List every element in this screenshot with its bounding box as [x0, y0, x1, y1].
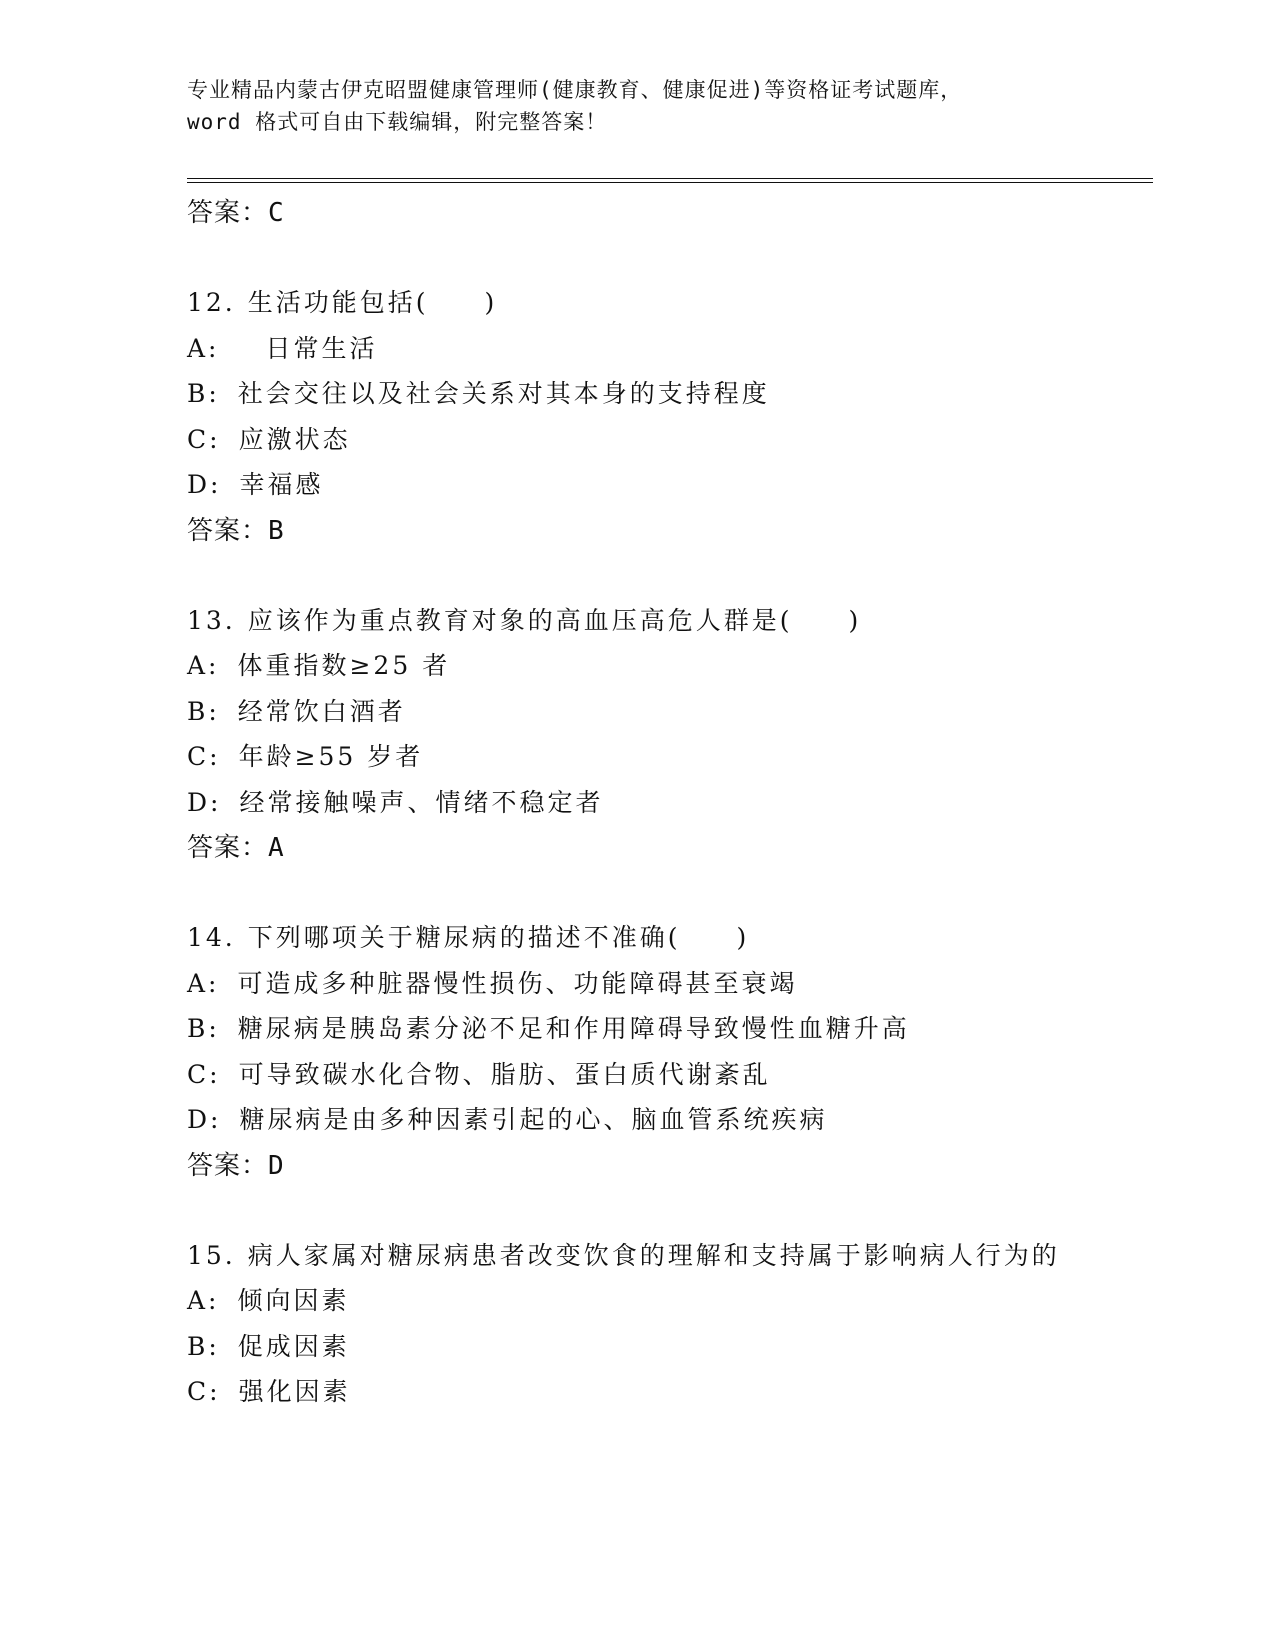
option-key: B: — [187, 379, 220, 408]
question-text: 应该作为重点教育对象的高血压高危人群是( ) — [247, 605, 862, 635]
option-key: A: — [187, 1286, 220, 1315]
option-text: 促成因素 — [237, 1331, 350, 1361]
answer-value: B — [268, 515, 285, 546]
option-c — [187, 1369, 1087, 1415]
option-c — [187, 1052, 1087, 1098]
option-text: 可造成多种脏器慢性损伤、功能障碍甚至衰竭 — [237, 968, 798, 998]
header-rule-bottom — [187, 182, 1153, 183]
option-text: 应激状态 — [238, 424, 351, 454]
question-text: 生活功能包括( ) — [247, 288, 498, 317]
option-key: A: — [187, 333, 220, 363]
option-text: 强化因素 — [238, 1377, 351, 1406]
question-15 — [187, 1233, 1087, 1415]
question-number: 13. — [187, 605, 236, 635]
answer-line — [187, 508, 1087, 554]
option-text: 体重指数≥25 者 — [237, 651, 451, 680]
option-key: C: — [187, 742, 221, 771]
option-b — [187, 1324, 1087, 1370]
option-c — [187, 417, 1087, 463]
option-a — [187, 326, 1087, 372]
option-d — [187, 780, 1087, 826]
option-text: 日常生活 — [237, 333, 378, 363]
previous-answer — [187, 190, 1087, 236]
answer-label: 答案： — [187, 1150, 269, 1181]
option-key: B: — [187, 696, 220, 726]
option-key: D: — [187, 470, 222, 499]
answer-line — [187, 1143, 1087, 1189]
question-number: 15. — [187, 1240, 236, 1270]
question-stem — [187, 598, 1087, 644]
answer-label: 答案： — [187, 515, 269, 546]
option-text: 糖尿病是胰岛素分泌不足和作用障碍导致慢性血糖升高 — [237, 1014, 910, 1043]
option-key: D: — [187, 1105, 222, 1134]
option-key: C: — [187, 1377, 221, 1406]
option-b — [187, 689, 1087, 735]
option-text: 经常饮白酒者 — [237, 696, 406, 726]
option-c — [187, 734, 1087, 780]
answer-value: C — [268, 198, 285, 228]
option-b — [187, 1006, 1087, 1052]
question-list — [187, 190, 1087, 1415]
option-key: D: — [187, 787, 222, 817]
answer-label: 答案： — [187, 198, 269, 228]
question-stem — [187, 915, 1087, 961]
header-line-2: word 格式可自由下载编辑，附完整答案！ — [187, 110, 608, 134]
option-b — [187, 371, 1087, 417]
question-text: 病人家属对糖尿病患者改变饮食的理解和支持属于影响病人行为的 — [247, 1240, 1060, 1270]
option-key: A: — [187, 968, 220, 998]
option-key: C: — [187, 1059, 221, 1089]
answer-label: 答案： — [187, 833, 269, 863]
option-text: 倾向因素 — [237, 1286, 350, 1315]
document-header — [187, 74, 1067, 138]
question-number: 12. — [187, 288, 236, 317]
option-text: 年龄≥55 岁者 — [238, 742, 424, 771]
question-14 — [187, 915, 1087, 1189]
option-a — [187, 643, 1087, 689]
question-12 — [187, 280, 1087, 554]
option-a — [187, 1278, 1087, 1324]
option-d — [187, 462, 1087, 508]
question-number: 14. — [187, 923, 236, 952]
option-text: 社会交往以及社会关系对其本身的支持程度 — [237, 379, 770, 408]
header-line-1: 专业精品内蒙古伊克昭盟健康管理师(健康教育、健康促进)等资格证考试题库， — [187, 78, 963, 102]
question-stem — [187, 1233, 1067, 1279]
option-key: A: — [187, 651, 220, 680]
answer-value: D — [268, 1150, 285, 1181]
option-d — [187, 1097, 1087, 1143]
option-key: B: — [187, 1014, 220, 1043]
option-text: 经常接触噪声、情绪不稳定者 — [239, 787, 604, 817]
option-key: B: — [187, 1331, 220, 1361]
option-key: C: — [187, 424, 221, 454]
answer-line — [187, 825, 1087, 871]
answer-value: A — [268, 833, 285, 863]
question-stem — [187, 280, 1087, 326]
option-a — [187, 961, 1087, 1007]
option-text: 可导致碳水化合物、脂肪、蛋白质代谢紊乱 — [238, 1059, 771, 1089]
option-text: 糖尿病是由多种因素引起的心、脑血管系统疾病 — [239, 1105, 828, 1134]
question-13 — [187, 598, 1087, 872]
option-text: 幸福感 — [239, 470, 324, 499]
header-rule-top — [187, 178, 1153, 179]
question-text: 下列哪项关于糖尿病的描述不准确( ) — [247, 923, 750, 952]
